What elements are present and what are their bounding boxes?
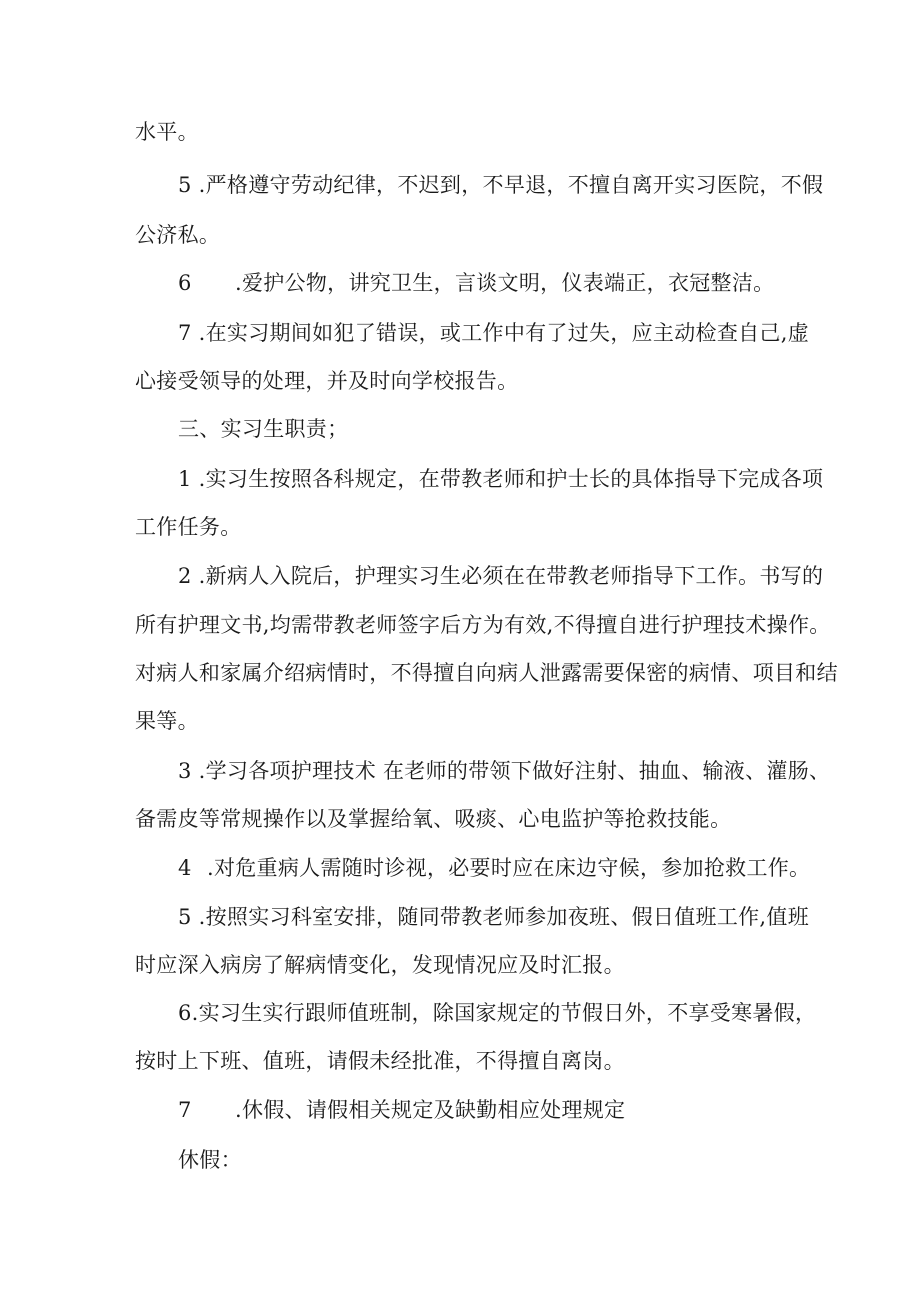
text-line: 对病人和家属介绍病情时，不得擅自向病人泄露需要保密的病情、项目和结 [135, 661, 838, 685]
item-number: 6 [178, 271, 192, 295]
list-item-5 [178, 170, 823, 200]
item-number: 3 [178, 759, 192, 783]
list-item-7 [178, 318, 809, 348]
text-line: 所有护理文书,均需带教老师签字后方为有效,不得擅自进行护理技术操作。 [135, 613, 831, 637]
item-number: 7 [178, 1098, 192, 1122]
item-text: .学习各项护理技术 在老师的带领下做好注射、抽血、输液、灌肠、 [198, 759, 831, 783]
item-number: 5 [178, 905, 192, 929]
text-line: 果等。 [135, 709, 199, 733]
text-line: 按时上下班、值班，请假未经批准，不得擅自离岗。 [135, 1049, 625, 1073]
duty-item-1 [178, 464, 823, 494]
item-text: .实习生按照各科规定，在带教老师和护士长的具体指导下完成各项 [198, 467, 824, 491]
item-text: .严格遵守劳动纪律，不迟到，不早退，不擅自离开实习医院，不假 [198, 173, 824, 197]
text-line: 工作任务。 [135, 515, 242, 539]
text-line: 备需皮等常规操作以及掌握给氧、吸痰、心电监护等抢救技能。 [135, 807, 732, 831]
text-line: 时应深入病房了解病情变化，发现情况应及时汇报。 [135, 953, 625, 977]
subheading-vacation: 休假： [178, 1148, 242, 1172]
list-item-6 [178, 268, 774, 298]
item-text: .对危重病人需随时诊视，必要时应在床边守候，参加抢救工作。 [206, 856, 811, 880]
duty-item-2 [178, 561, 823, 591]
item-number: 4 [178, 856, 192, 880]
text-line: 心接受领导的处理，并及时向学校报告。 [135, 369, 519, 393]
text-line: 公济私。 [135, 223, 221, 247]
section-heading: 三、实习生职责； [178, 417, 349, 441]
duty-item-6: 6.实习生实行跟师值班制，除国家规定的节假日外，不享受寒暑假， [178, 1001, 817, 1025]
item-number: 7 [178, 321, 192, 345]
duty-item-3 [178, 756, 830, 786]
item-text: .新病人入院后，护理实习生必须在在带教老师指导下工作。书写的 [198, 564, 824, 588]
item-number: 1 [178, 467, 192, 491]
text-line: 水平。 [135, 120, 199, 144]
item-text: .休假、请假相关规定及缺勤相应处理规定 [234, 1098, 626, 1122]
item-text: .爱护公物，讲究卫生，言谈文明，仪表端正，衣冠整洁。 [234, 271, 775, 295]
item-text: .在实习期间如犯了错误，或工作中有了过失，应主动检查自己,虚 [198, 321, 810, 345]
item-number: 5 [178, 173, 192, 197]
duty-item-4 [178, 853, 810, 883]
duty-item-5 [178, 902, 809, 932]
duty-item-7 [178, 1095, 625, 1125]
item-number: 2 [178, 564, 192, 588]
item-text: .按照实习科室安排，随同带教老师参加夜班、假日值班工作,值班 [198, 905, 810, 929]
